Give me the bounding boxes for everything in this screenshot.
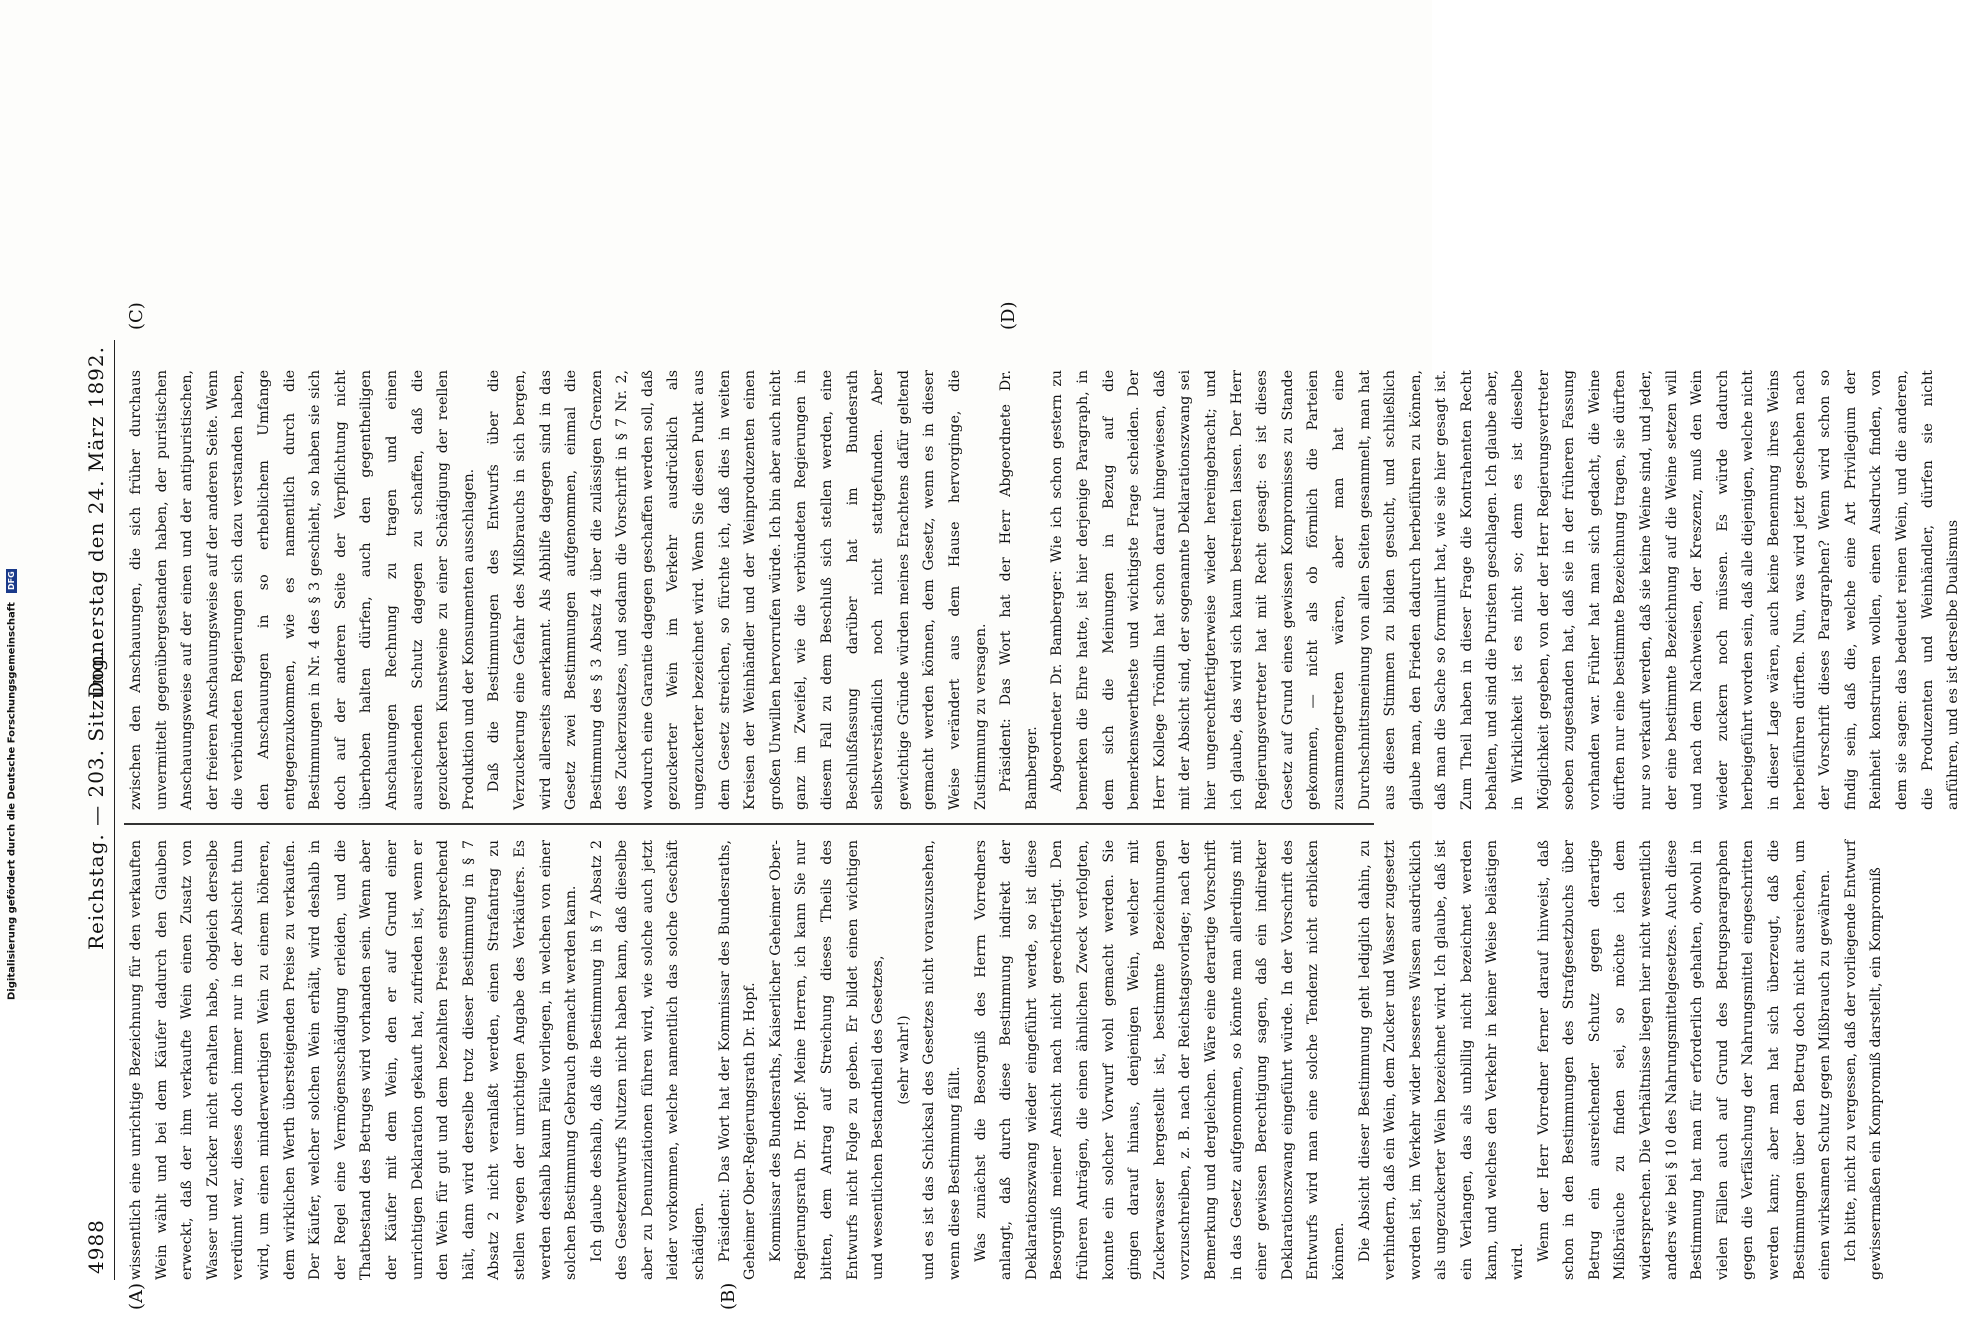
paragraph: Präsident: Das Wort hat der Herr Abgeordnete Dr. Bamberger. (998, 370, 1040, 810)
margin-marker-b: (B) (718, 1282, 739, 1310)
column-divider (124, 824, 1374, 826)
paragraph: Abgeordneter Dr. Bamberger: Wie ich schon gestern zu bemerken die Ehre hatte, ist hier derjenige Paragraph, in dem sich die Meinungen in Bezug auf die bemerkenswertheste und wichtigste Frage scheiden. Der Herr Kollege Tröndlin hat schon darauf hingewiesen, daß mit der Absicht sind, der sogenannte Deklarationszwang sei hier ungerechtfertigterweise wieder hereingebracht; und ich glaube, das wird sich kaum bestreiten lassen. Der Herr Regierungsvertreter hat mit Recht gesagt: es ist dieses Gesetz auf Grund eines gewissen Kompromisses zu Stande gekommen, — nicht als ob förmlich die Parteien zusammengetreten wären, aber man hat eine Durchschnittsmeinung von allen Seiten gesammelt, man hat aus diesen Stimmen zu bilden gesucht, und schließlich glaube man, den Frieden dadurch herbeiführen zu können, daß man die Sache so formulirt hat, wie sie hier gesagt ist. Zum Theil haben in dieser Frage die Kontrahenten Recht behalten, und sind die Puristen geschlagen. Ich glaube aber, in Wirklichkeit ist es nicht so; denn es ist dieselbe Möglichkeit gegeben, von der der Herr Regierungsvertreter soeben zugestanden hat, daß sie in der früheren Fassung vorhanden war. Früher hat man sich gedacht, die Weine dürften nur eine bestimmte Bezeichnung tragen, sie dürften nur so verkauft werden, daß sie keine Weine sind, und jeder, der eine bestimmte Bezeichnung auf die Weine setzen will und nach dem Nachweisen, der Kreszenz, muß den Wein wieder zuckern noch müssen. Es würde dadurch herbeigeführt worden sein, daß alle diejenigen, welche nicht in dieser Lage wären, auch keine Benennung ihres Weins herbeiführen dürften. Nun, was wird jetzt geschehen nach der Vorschrift dieses Paragraphen? Wenn wird schon so findig sein, daß die, welche eine Art Privilegium der Reinheit konstruiren wollen, einen Ausdruck finden, von dem sie sagen: das bedeutet reinen Wein, und die anderen, die Produzenten und Weinhändler, dürfen sie nicht anführen, und es ist derselbe Dualismus (1049, 370, 1962, 810)
paragraph: Kommissar des Bundesraths, Kaiserlicher Geheimer Ober-Regierungsrath Dr. Hopf: Meine Herren, ich kann Sie nur bitten, dem Antrag auf Streichung dieses Theils des Entwurfs nicht Folge zu geben. Er bildet einen wichtigen und wesentlichen Bestandtheil des Gesetzes, (767, 840, 887, 1280)
page-content (78, 301, 1962, 1310)
paragraph: wissentlich eine unrichtige Bezeichnung für den verkauften Wein wählt und bei dem Käufer dadurch den Glauben erweckt, daß der ihm verkaufte Wein einen Zusatz von Wasser und Zucker nicht erhalten habe, obgleich derselbe verdünnt war, dieses doch immer nur in der Absicht thun wird, um einen minderwerthigen Wein zu einem höheren, dem wirklichen Werth übersteigenden Preise zu verkaufen. Der Käufer, welcher solchen Wein erhält, wird deshalb in der Regel eine Vermögensschädigung erleiden, und die Thatbestand des Betruges wird vorhanden sein. Wenn aber der Käufer mit dem Wein, den er auf Grund einer unrichtigen Deklaration gekauft hat, zufrieden ist, wenn er den Wein für gut und dem bezahlten Preise entsprechend hält, dann wird derselbe trotz dieser Bestimmung in § 7 Absatz 2 nicht veranlaßt werden, einen Strafantrag zu stellen wegen der unrichtigen Angabe des Verkäufers. Es werden deshalb kaum Fälle vorliegen, in welchen von einer solchen Bestimmung Gebrauch gemacht werden kann. (128, 840, 580, 1280)
paragraph: Daß die Bestimmungen des Entwurfs über die Verzuckerung eine Gefahr des Mißbrauchs in sich bergen, wird allerseits anerkannt. Als Abhilfe dagegen sind in das Gesetz zwei Bestimmungen aufgenommen, einmal die Bestimmung des § 3 Absatz 4 über die zulässigen Grenzen des Zuckerzusatzes, und sodann die Vorschrift in § 7 Nr. 2, wodurch eine Garantie dagegen geschaffen werden soll, daß gezuckerter Wein im Verkehr ausdrücklich als ungezuckerter bezeichnet wird. Wenn Sie diesen Punkt aus dem Gesetz streichen, so fürchte ich, daß dies in weiten Kreisen der Weinhändler und der Weinproduzenten einen großen Unwillen hervorrufen würde. Ich bin aber auch nicht ganz im Zweifel, wie die verbündeten Regierungen in diesem Fall zu dem Beschluß sich stellen werden, eine Beschlußfassung darüber hat im Bundesrath selbstverständlich noch nicht stattgefunden. Aber gewichtige Gründe würden meines Erachtens dafür geltend gemacht werden können, dem Gesetz, wenn es in dieser Weise verändert aus dem Hause hervorginge, die Zustimmung zu versagen. (486, 370, 989, 810)
margin-marker-d: (D) (998, 301, 1019, 330)
paragraph: zwischen den Anschauungen, die sich früher durchaus unvermittelt gegenübergestanden haben, der puristischen Anschauungsweise auf der einen und der antipuristischen, der freieren Anschauungsweise auf der anderen Seite. Wenn die verbündeten Regierungen sich dazu verstanden haben, den Anschauungen in so erheblichem Umfange entgegenzukommen, wie es namentlich durch die Bestimmungen in Nr. 4 des § 3 geschieht, so haben sie sich doch auf der anderen Seite der Verpflichtung nicht überhoben halten dürfen, auch den gegentheiligen Anschauungen Rechnung zu tragen und einen ausreichenden Schutz dagegen zu schaffen, daß die gezuckerten Kunstweine zu einer Schädigung der reellen Produktion und der Konsumenten ausschlagen. (128, 370, 477, 810)
margin-marker-a: (A) (126, 1282, 147, 1310)
page-number: 4988 (84, 1219, 108, 1274)
digitization-note (6, 0, 20, 1000)
page-header (78, 340, 115, 1280)
dfg-logo: DFG (6, 569, 17, 593)
rotated-page (78, 301, 1962, 1320)
paragraph: Präsident: Das Wort hat der Kommissar des Bundesraths, Geheimer Ober-Regierungsrath Dr. Hopf. (716, 840, 759, 1280)
paragraph: Die Absicht dieser Bestimmung geht lediglich dahin, zu verhindern, daß ein Wein, dem Zucker und Wasser zugesetzt worden ist, im Verkehr wider besseres Wissen ausdrücklich als ungezuckerter Wein bezeichnet wird. Ich glaube, daß ist ein Verlangen, das als unbillig nicht bezeichnet werden kann, und welches den Verkehr in keiner Weise belästigen wird. (1356, 840, 1527, 1280)
margin-marker-c: (C) (126, 302, 147, 330)
running-title: Reichstag. — 203. Sitzung. (84, 650, 108, 950)
session-date: Donnerstag den 24. März 1892. (84, 346, 108, 698)
interjection: (sehr wahr!) (895, 1015, 912, 1105)
paragraph: und es ist das Schicksal des Gesetzes nicht vorauszusehen, wenn diese Bestimmung fällt. (921, 840, 963, 1280)
paragraph: Ich glaube deshalb, daß die Bestimmung in § 7 Absatz 2 des Gesetzentwurfs Nutzen nicht haben kann, daß dieselbe aber zu Denunziationen führen wird, wie solche auch jetzt leider vorkommen, welche namentlich das solche Geschäft schädigen. (588, 840, 708, 1280)
paragraph: Was zunächst die Besorgniß des Herrn Vorredners anlangt, daß durch diese Bestimmung indirekt der Deklarationszwang wieder eingeführt werde, so ist diese Besorgniß meiner Ansicht nach nicht gerechtfertigt. Den früheren Anträgen, die einen ähnlichen Zweck verfolgten, konnte ein solcher Vorwurf wohl gemacht werden. Sie gingen darauf hinaus, denjenigen Wein, welcher mit Zuckerwasser hergestellt ist, bestimmte Bezeichnungen vorzuschreiben, z. B. nach der Reichstagsvorlage; nach der Bemerkung und dergleichen. Wäre eine derartige Vorschrift in das Gesetz aufgenommen, so könnte man allerdings mit einer gewissen Berechtigung sagen, daß ein indirekter Deklarationszwang eingeführt würde. In der Vorschrift des Entwurfs wird man eine solche Tendenz nicht erblicken können. (972, 840, 1347, 1280)
right-column (124, 370, 1962, 810)
paragraph: Ich bitte, nicht zu vergessen, daß der vorliegende Entwurf gewissermaßen ein Kompromiß darstellt, ein Kompromiß (1842, 840, 1885, 1280)
digitization-text: Digitalisierung gefördert durch die Deutsche Forschungsgemeinschaft (6, 602, 18, 1000)
left-column (124, 840, 1885, 1280)
paragraph: Wenn der Herr Vorredner ferner darauf hinweist, daß schon in den Bestimmungen des Strafgesetzbuchs über Betrug ein ausreichender Schutz gegen derartige Mißbräuche zu finden sei, so möchte ich dem widersprechen. Die Verhältnisse liegen hier nicht wesentlich anders wie bei § 10 des Nahrungsmittelgesetzes. Auch diese Bestimmung hat man für erforderlich gehalten, obwohl in vielen Fällen auch auf Grund des Betrugsparagraphen gegen die Verfälschung der Nahrungsmittel eingeschritten werden kann; aber man hat sich überzeugt, daß die Bestimmungen über den Betrug doch nicht ausreichen, um einen wirksamen Schutz gegen Mißbrauch zu gewähren. (1535, 840, 1834, 1280)
